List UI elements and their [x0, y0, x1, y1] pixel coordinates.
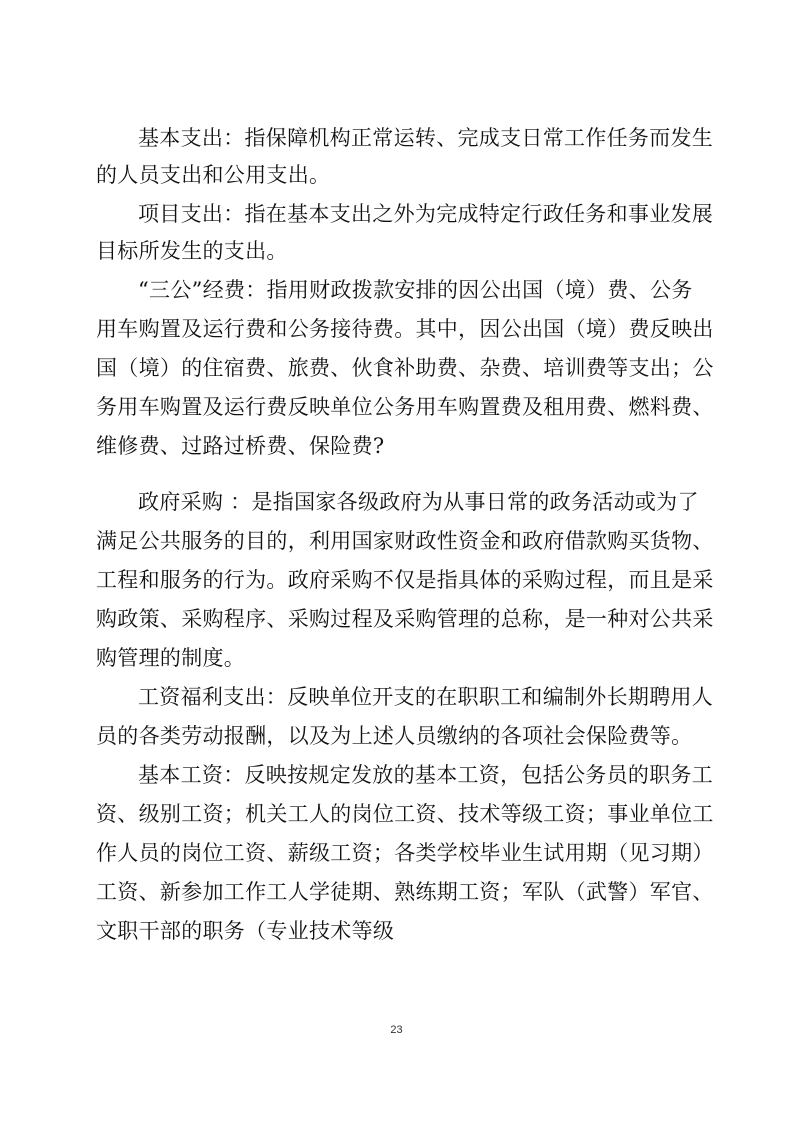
- paragraph-line: 满足公共服务的目的，利用国家财政性资金和政府借款购买货物、: [96, 529, 714, 553]
- paragraph-line: 工资、新参加工作工人学徒期、熟练期工资；军队（武警）军官、: [96, 880, 714, 904]
- paragraph-line: 用车购置及运行费和公务接待费。其中，因公出国（境）费反映出: [96, 317, 714, 341]
- paragraph-line: 员的各类劳动报酬，以及为上述人员缴纳的各项社会保险费等。: [96, 724, 693, 748]
- paragraph-line: 作人员的岗位工资、薪级工资；各类学校毕业生试用期（见习期）: [96, 841, 714, 865]
- paragraph-line: 工资福利支出：反映单位开支的在职职工和编制外长期聘用人: [138, 685, 714, 709]
- paragraph-line: 文职干部的职务（专业技术等级: [96, 919, 395, 943]
- paragraph-line: 项目支出：指在基本支出之外为完成特定行政任务和事业发展: [138, 202, 714, 226]
- paragraph-line: 购管理的制度。: [96, 646, 246, 670]
- paragraph-line: 基本支出：指保障机构正常运转、完成支日常工作任务而发生: [138, 126, 714, 150]
- paragraph-line: 基本工资：反映按规定发放的基本工资，包括公务员的职务工: [138, 763, 714, 787]
- paragraph-line: 务用车购置及运行费反映单位公务用车购置费及租用费、燃料费、: [96, 395, 714, 419]
- paragraph-line: 的人员支出和公用支出。: [96, 163, 331, 187]
- paragraph-line: 目标所发生的支出。: [96, 239, 288, 263]
- paragraph-line: 国（境）的住宿费、旅费、伙食补助费、杂费、培训费等支出；公: [96, 356, 714, 380]
- paragraph-line: 维修费、过路过桥费、保险费?: [96, 434, 385, 458]
- paragraph-line: 工程和服务的行为。政府采购不仅是指具体的采购过程，而且是采: [96, 568, 714, 592]
- paragraph-line: “三公”经费：指用财政拨款安排的因公出国（境）费、公务: [138, 278, 693, 302]
- paragraph-line: 资、级别工资；机关工人的岗位工资、技术等级工资；事业单位工: [96, 802, 714, 826]
- paragraph-line: 购政策、采购程序、采购过程及采购管理的总称，是一种对公共采: [96, 607, 714, 631]
- paragraph-line: 政府采购 ：是指国家各级政府为从事日常的政务活动或为了: [138, 490, 699, 514]
- page-number: 23: [390, 1024, 403, 1036]
